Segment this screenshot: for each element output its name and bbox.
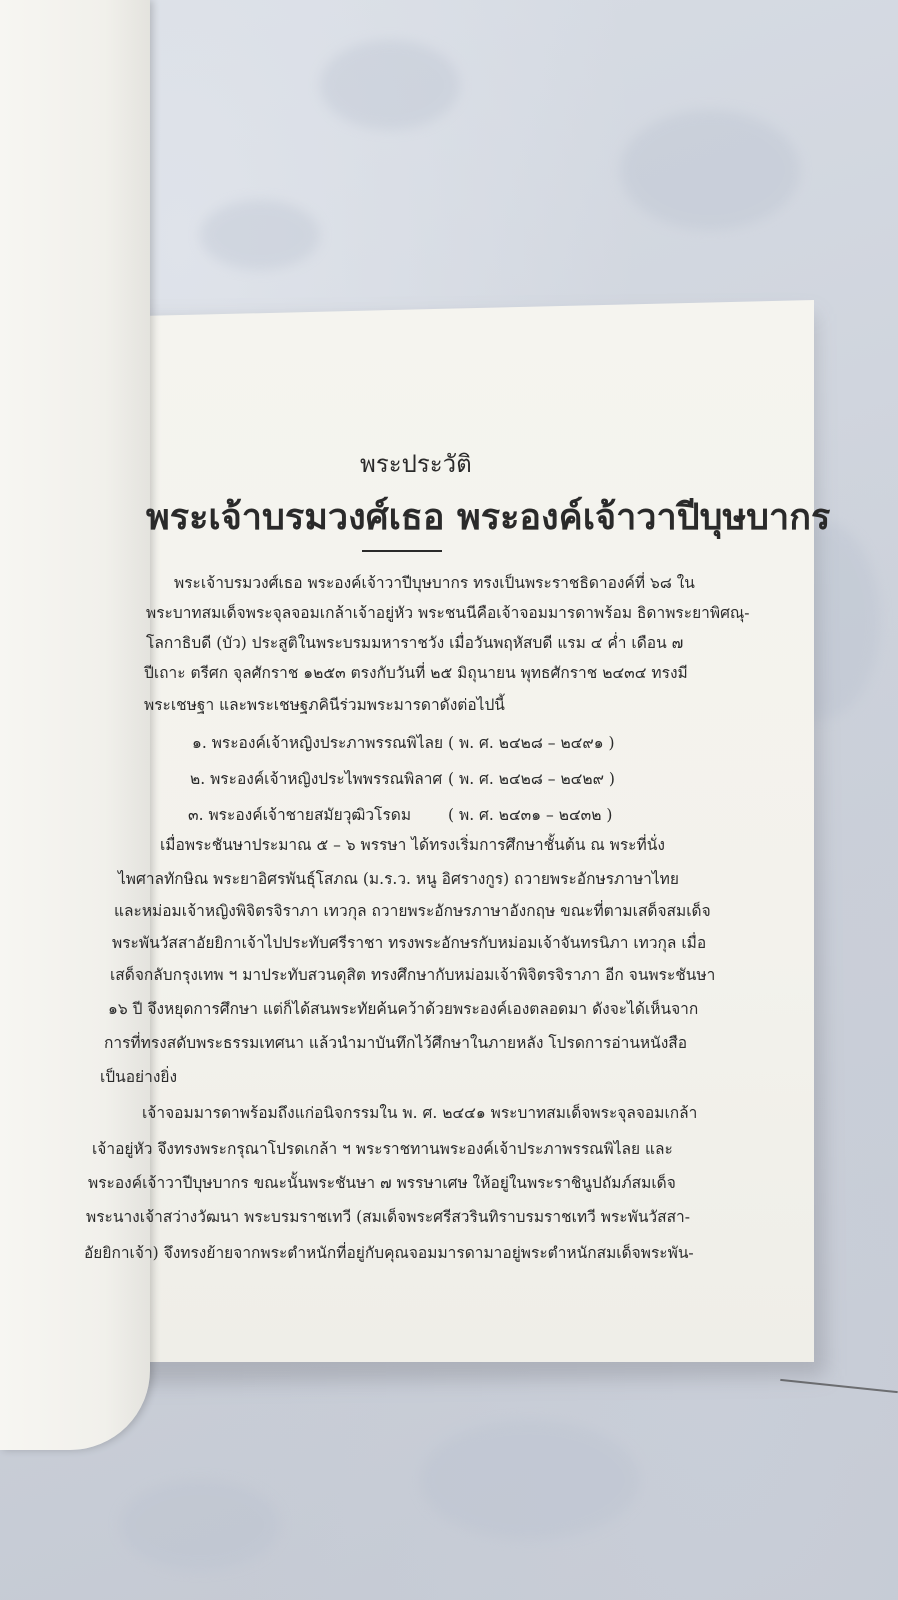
paragraph-2-line-4: พระพันวัสสาอัยยิกาเจ้าไปประทับศรีราชา ทรงพระอักษรกับหม่อมเจ้าจันทรนิภา เทวกุล เมื่อ [112, 934, 707, 952]
sibling-name: ๒. พระองค์เจ้าหญิงประไพพรรณพิลาศ [190, 770, 443, 788]
left-page-edge [0, 0, 150, 1450]
sibling-years: ( พ. ศ. ๒๔๒๘ – ๒๔๒๙ ) [448, 770, 615, 788]
pencil-mark [780, 1379, 898, 1393]
page-title: พระเจ้าบรมวงศ์เธอ พระองค์เจ้าวาปีบุษบากร [146, 496, 831, 538]
page-subtitle: พระประวัติ [360, 450, 472, 478]
paragraph-3-line-4: พระนางเจ้าสว่างวัฒนา พระบรมราชเทวี (สมเด็จพระศรีสวรินทิราบรมราชเทวี พระพันวัสสา- [86, 1208, 690, 1226]
paragraph-3-line-3: พระองค์เจ้าวาปีบุษบากร ขณะนั้นพระชันษา ๗ พรรษาเศษ ให้อยู่ในพระราชินูปถัมภ์สมเด็จ [88, 1174, 676, 1192]
title-rule [362, 550, 442, 552]
paragraph-1-line-3: โลกาธิบดี (บัว) ประสูติในพระบรมมหาราชวัง เมื่อวันพฤหัสบดี แรม ๔ ค่ำ เดือน ๗ [146, 634, 684, 652]
sibling-name: ๓. พระองค์เจ้าชายสมัยวุฒิวโรดม [188, 806, 412, 824]
paragraph-2-line-7: การที่ทรงสดับพระธรรมเทศนา แล้วนำมาบันทึกไว้ศึกษาในภายหลัง โปรดการอ่านหนังสือ [104, 1034, 688, 1052]
paragraph-2-line-2: ไพศาลทักษิณ พระยาอิศรพันธุ์โสภณ (ม.ร.ว. หนู อิศรางกูร) ถวายพระอักษรภาษาไทย [118, 870, 679, 888]
sibling-name: ๑. พระองค์เจ้าหญิงประภาพรรณพิไลย [192, 734, 444, 752]
paragraph-3-line-5: อัยยิกาเจ้า) จึงทรงย้ายจากพระตำหนักที่อยู่กับคุณจอมมารดามาอยู่พระตำหนักสมเด็จพระพัน- [84, 1244, 694, 1262]
paragraph-3-line-1: เจ้าจอมมารดาพร้อมถึงแก่อนิจกรรมใน พ. ศ. ๒๔๔๑ พระบาทสมเด็จพระจุลจอมเกล้า [142, 1104, 698, 1122]
sibling-years: ( พ. ศ. ๒๔๒๘ – ๒๔๙๑ ) [448, 734, 615, 752]
paragraph-2-line-6: ๑๖ ปี จึงหยุดการศึกษา แต่ก็ได้สนพระทัยค้นคว้าด้วยพระองค์เองตลอดมา ดังจะได้เห็นจาก [108, 1000, 699, 1018]
paragraph-1-line-1: พระเจ้าบรมวงศ์เธอ พระองค์เจ้าวาปีบุษบากร ทรงเป็นพระราชธิดาองค์ที่ ๖๘ ใน [174, 574, 695, 592]
paragraph-2-line-1: เมื่อพระชันษาประมาณ ๕ – ๖ พรรษา ได้ทรงเริ่มการศึกษาชั้นต้น ณ พระที่นั่ง [160, 836, 665, 854]
sibling-years: ( พ. ศ. ๒๔๓๑ – ๒๔๓๒ ) [448, 806, 613, 824]
paragraph-2-line-8: เป็นอย่างยิ่ง [100, 1068, 178, 1086]
paragraph-1-line-5: พระเชษฐา และพระเชษฐภคินีร่วมพระมารดาดังต่อไปนี้ [144, 696, 505, 714]
paragraph-3-line-2: เจ้าอยู่หัว จึงทรงพระกรุณาโปรดเกล้า ฯ พระราชทานพระองค์เจ้าประภาพรรณพิไลย และ [92, 1140, 673, 1158]
paragraph-2-line-5: เสด็จกลับกรุงเทพ ฯ มาประทับสวนดุสิต ทรงศึกษากับหม่อมเจ้าพิจิตรจิราภา อีก จนพระชันษา [110, 966, 716, 984]
paragraph-1-line-4: ปีเถาะ ตรีศก จุลศักราช ๑๒๕๓ ตรงกับวันที่ ๒๕ มิถุนายน พุทธศักราช ๒๔๓๔ ทรงมี [144, 664, 688, 682]
paragraph-1-line-2: พระบาทสมเด็จพระจุลจอมเกล้าเจ้าอยู่หัว พระชนนีคือเจ้าจอมมารดาพร้อม ธิดาพระยาพิศณุ- [146, 604, 750, 622]
paragraph-2-line-3: และหม่อมเจ้าหญิงพิจิตรจิราภา เทวกุล ถวายพระอักษรภาษาอังกฤษ ขณะที่ตามเสด็จสมเด็จ [114, 902, 711, 920]
